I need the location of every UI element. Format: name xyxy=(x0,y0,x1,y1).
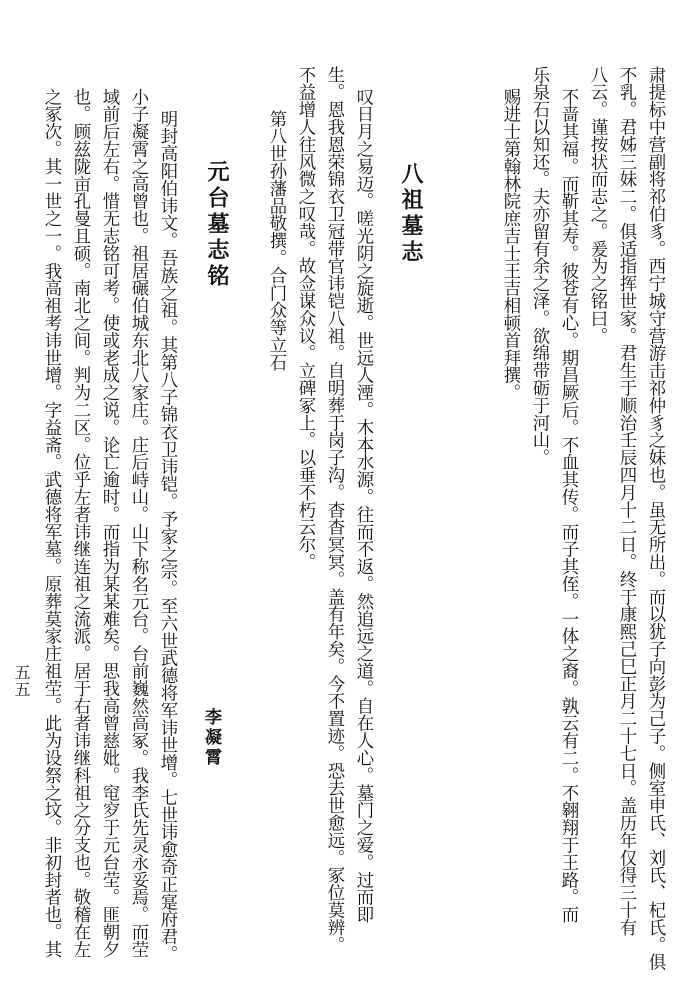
yuantai-column-3: 域前后左右。惜无志铭可考。使或老成之说。论亡逾时。而指为某某难矣。思我高曾慈妣。窀穸于元台茔。匪朝夕 xyxy=(99,88,119,958)
yuantai-column-4: 也。顾兹陇亩孔曼且硕。南北之间。判为二区。位乎左者讳继连祖之流派。居于右者讳继科祖之分支也。敬稽在左 xyxy=(70,88,90,958)
title-yuantai-muzhiming: 元台墓志铭 xyxy=(204,160,230,290)
bazu-column-1: 叹日月之易迈。嗟光阴之旋逝。世远人湮。木本水源。往而不返。然追远之道。自在人心。墓门之爱。过而即 xyxy=(353,88,373,924)
bazu-column-3: 不益增人往风微之叹哉。故佥谋众议。立碑冢上。以垂不朽云尔。 xyxy=(295,66,315,571)
prev-column-1: 肃提标中营副将祁伯豸。西宁城守营游击祁仲豸之妹也。虽无所出。而以犹子向彭为己子。侧室申氏、刘氏、杞氏。俱 xyxy=(645,66,665,971)
bazu-column-2: 生。恩我恩荣锦衣卫冠带官讳铠八祖。自明葬于岗子沟。杳杳冥冥。盖有年矣。今不置迹。恐去世愈远。冢位莫辨。 xyxy=(324,66,344,954)
bazu-column-4: 第八世孙藩品敬撰。合门众等立石 xyxy=(266,110,286,371)
prev-column-5: 乐泉石以知还。夫亦留有余之泽。欲绵带砺于河山。 xyxy=(529,66,549,467)
yuantai-column-5: 之冢次。其一世之一。我高祖考讳世增。字益斋。武德将军墓。原葬莫家庄祖茔。此为设祭之坟。非初封者也。其 xyxy=(41,88,61,958)
author-name: 李凝霄 xyxy=(201,708,221,768)
page-number: 五五 xyxy=(12,664,31,698)
prev-column-6: 赐进士第翰林院庶吉士王吉相顿首拜撰。 xyxy=(500,88,520,402)
prev-column-3: 八云。谨按状而志之。爰为之铭曰。 xyxy=(587,66,607,345)
prev-column-2: 不乳。君姊三妹二。俱适指挥世家。君生于顺治壬辰四月十二日。终于康熙己巳正月二十七日。盖历年仅得三十有 xyxy=(616,66,636,936)
yuantai-column-1: 明封高阳伯讳文。吾族之祖。其第八子锦衣卫讳铠。予家之宗。至六世武德将军讳世增。七世讳愈奇正寔府君。 xyxy=(157,110,177,963)
yuantai-column-2: 小子凝霄之高曾也。祖居碾伯城东北八家庄。庄后峙山。山下称名元台。台前巍然高冢。我李氏先灵永妥焉。而茔 xyxy=(128,88,148,958)
title-bazu-muzhi: 八祖墓志 xyxy=(398,162,424,266)
prev-column-4: 不啬其福。而靳其寿。彼苍有心。期昌厥后。不血其传。而子其侄。一体之裔。孰云有二。不翱翔于王路。而 xyxy=(558,88,578,924)
